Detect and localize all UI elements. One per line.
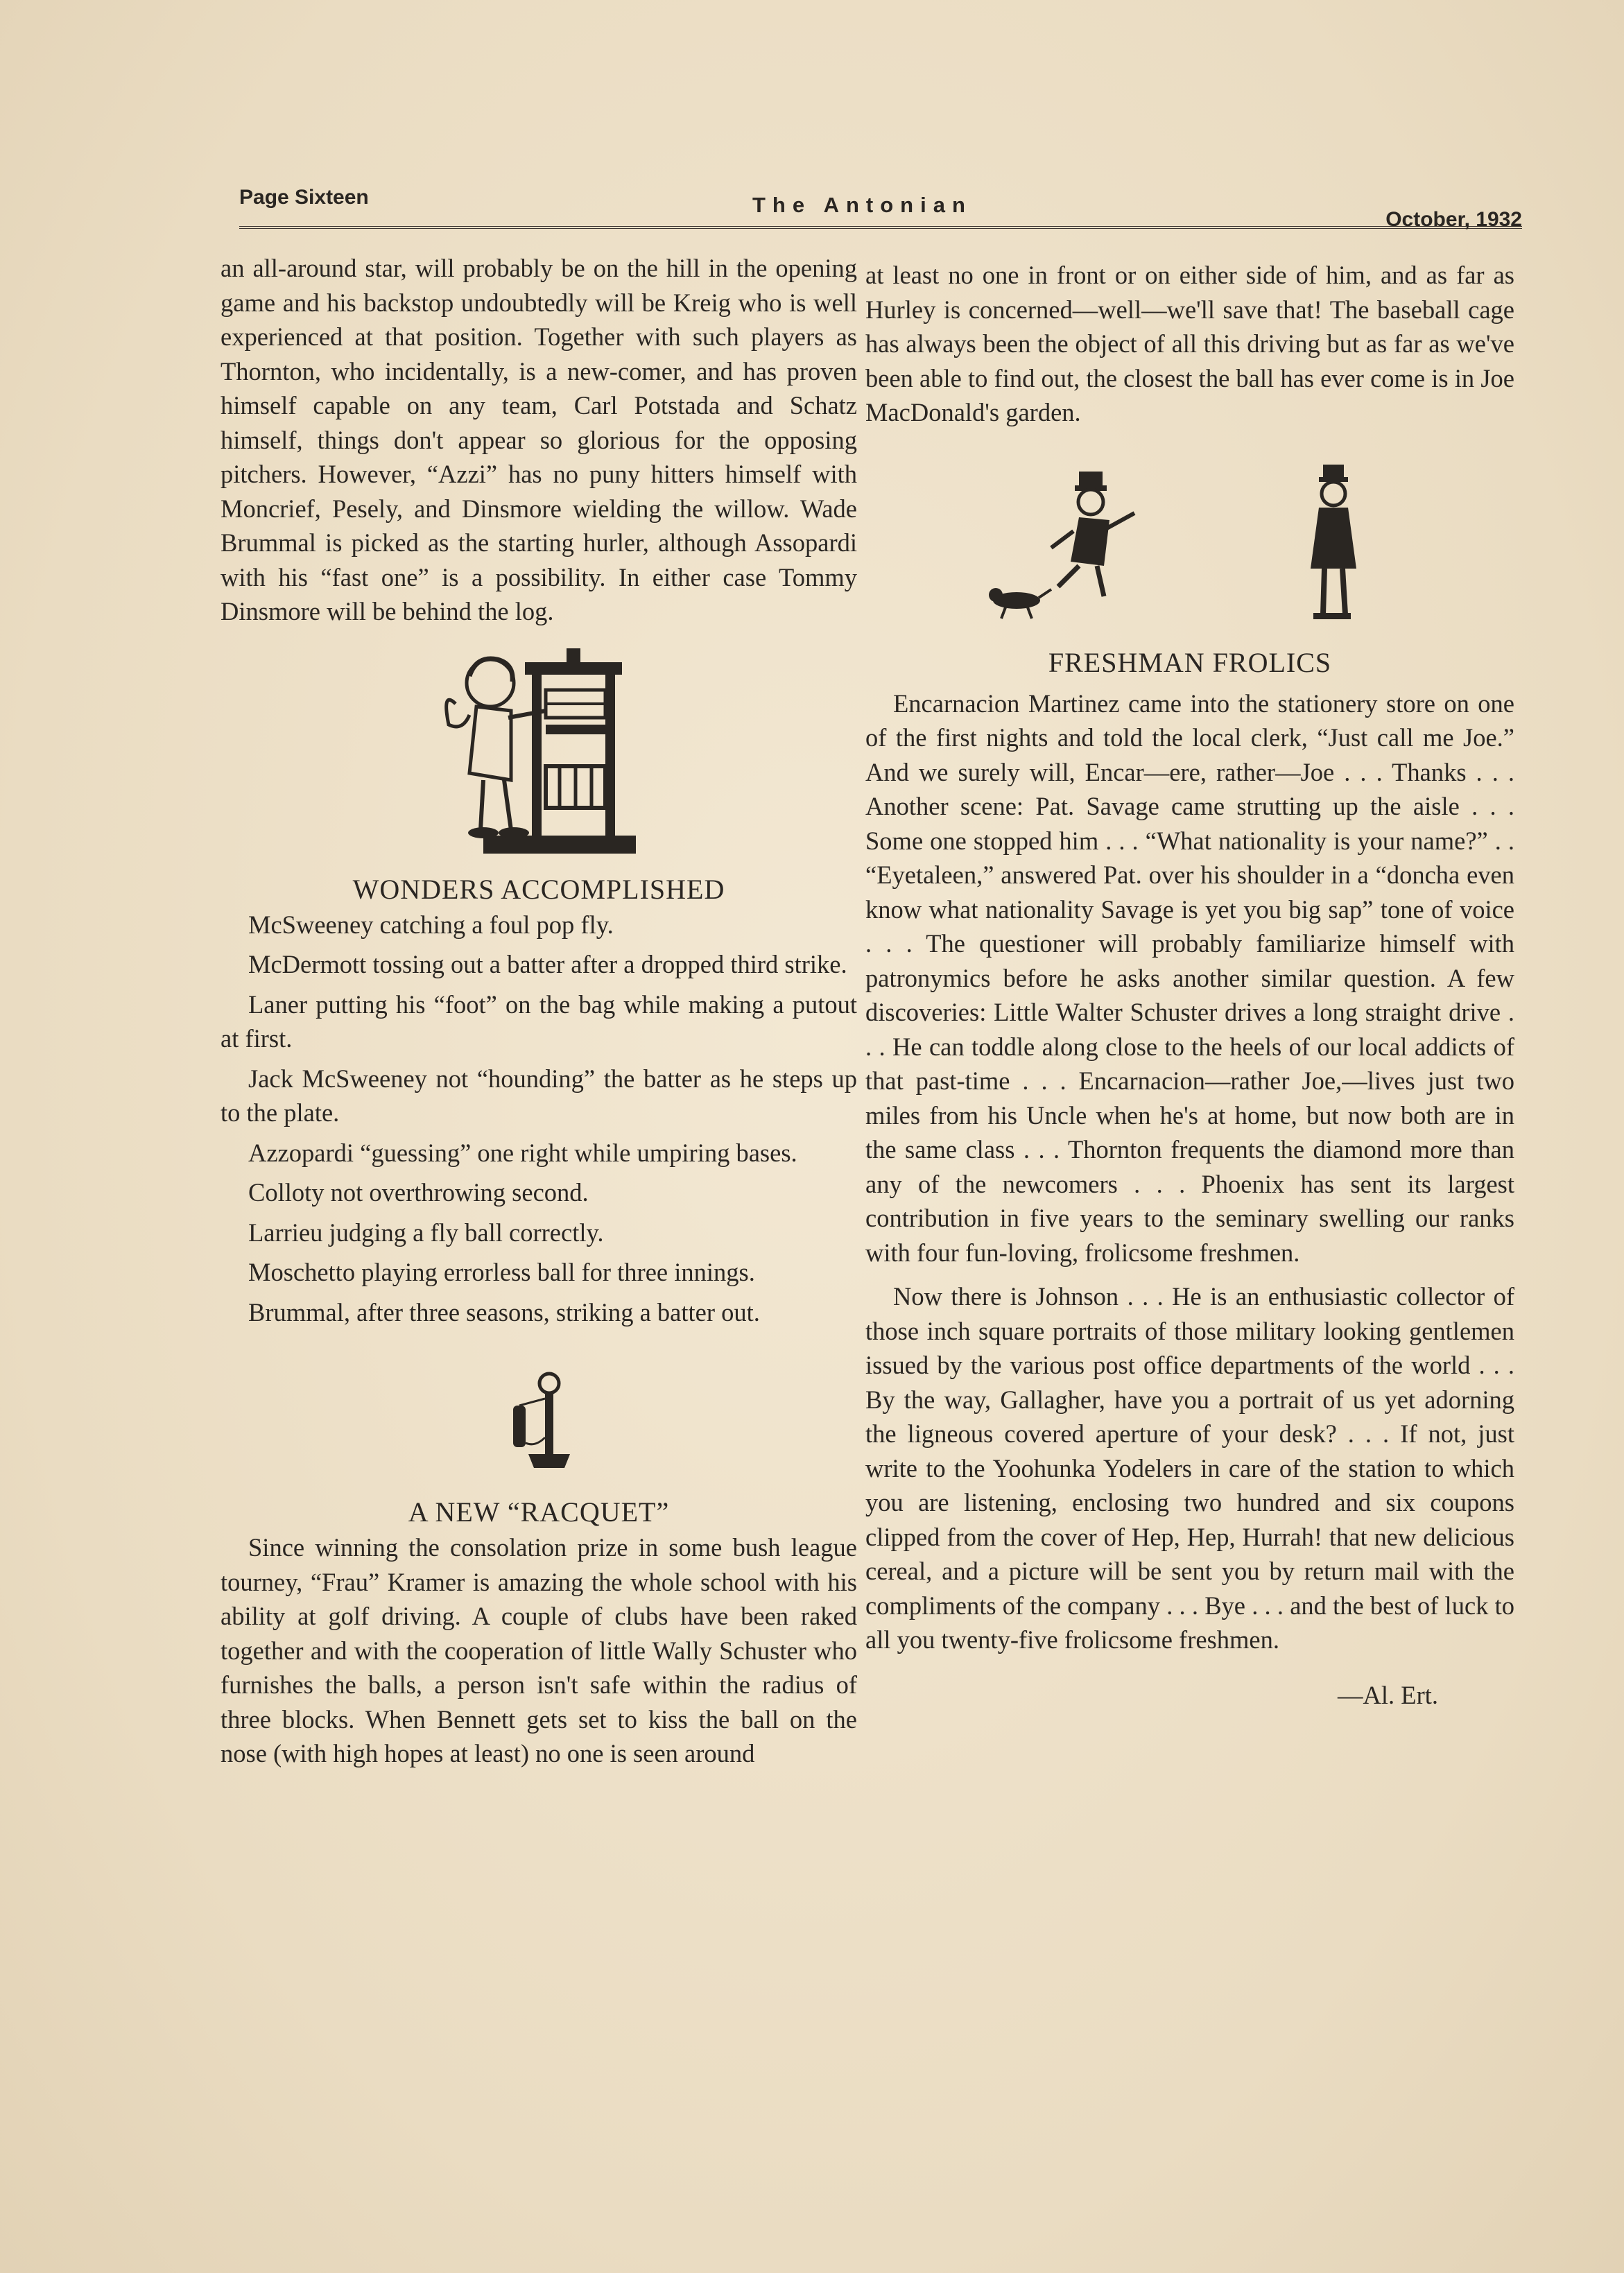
new-racquet-heading: A NEW “RACQUET” <box>408 1496 670 1528</box>
page-header <box>239 186 1522 229</box>
freshman-cartoon-figures-illustration <box>982 465 1398 624</box>
list-item: Larrieu judging a fly ball correctly. <box>248 1218 604 1247</box>
list-item: Brummal, after three seasons, striking a batter out. <box>248 1297 760 1326</box>
list-item: McSweeney catching a foul pop fly. <box>248 910 614 939</box>
author-signature: —Al. Ert. <box>1338 1680 1438 1709</box>
racquet-article-continuation: at least no one in front or on either side of him, and as far as Hurley is concerned—well—we'll save that! The baseball cage has always been the object of all this driving but as far as we've been able to find out, the closest the ball has ever come is in Joe MacDonald's garden. <box>865 261 1514 426</box>
right-column <box>865 258 1514 1712</box>
freshman-frolics-heading: FRESHMAN FROLICS <box>1048 646 1332 678</box>
candlestick-telephone-illustration <box>501 1371 577 1475</box>
list-item: Azzopardi “guessing” one right while umpiring bases. <box>248 1138 797 1167</box>
list-item: McDermott tossing out a batter after a dropped third strike. <box>248 950 847 978</box>
issue-date: October, 1932 <box>1385 208 1522 231</box>
wonders-accomplished-heading: WONDERS ACCOMPLISHED <box>352 873 725 905</box>
freshman-frolics-paragraph: Now there is Johnson . . . He is an enthusiastic collector of those inch square portraits of those military looking gentlemen issued by the various post office departments of the world . . . By the way, Gallagher, have you a portrait of us yet adorning the ligneous covered aperture of your desk? . . . If not, just write to the Yoohunka Yodelers in care of the station to which you are listening, enclosing two hundred and six coupons clipped from the cover of Hep, Hep, Hurrah! that new delicious cereal, and a picture will be sent you by return mail with the compliments of the company . . . Bye . . . and the best of luck to all you twenty-five frolicsome freshmen. <box>865 1282 1514 1654</box>
baseball-article-continuation: an all-around star, will probably be on the hill in the opening game and his backstop undoubtedly will be Kreig who is well experienced at that position. Together with such players as Thornton, who incidentally, is a new-comer, and has proven himself capable on any team, Carl Potstada and Schatz himself, things don't appear so glorious for the opposing pitchers. However, “Azzi” has no puny hitters himself with Moncrief, Pesely, and Dinsmore wielding the willow. Wade Brummal is picked as the starting hurler, although Assopardi with his “fast one” is a possibility. In either case Tommy Dinsmore will be behind the log. <box>221 254 857 625</box>
list-item: Laner putting his “foot” on the bag while making a putout at first. <box>221 989 857 1053</box>
publication-title: The Antonian <box>752 193 972 217</box>
page-number-label: Page Sixteen <box>239 186 369 209</box>
racquet-article-text: Since winning the consolation prize in some bush league tourney, “Frau” Kramer is amazing the whole school with his ability at golf driving. A couple of clubs have been raked together and with the cooperation of little Wally Schuster who furnishes the balls, a person isn't safe within the radius of three blocks. When Bennett gets set to kiss the ball on the nose (with high hopes at least) no one is seen around <box>221 1533 857 1768</box>
list-item: Moschetto playing errorless ball for three innings. <box>248 1258 755 1286</box>
list-item: Jack McSweeney not “hounding” the batter as he steps up to the plate. <box>221 1064 857 1127</box>
printing-press-cherub-illustration <box>442 648 636 856</box>
freshman-frolics-paragraph: Encarnacion Martinez came into the stationery store on one of the first nights and told the local clerk, “Just call me Joe.” And we surely will, Encar—ere, rather—Joe . . . Thanks . . . Another scene: Pat. Savage came strutting up the aisle . . . Some one stopped him . . . “What nationality is your name?” . . “Eyetaleen,” answered Pat. over his shoulder in a “doncha even know what nationality Savage is yet you big sap” tone of voice . . . The questioner will probably familiarize himself with patronymics before he asks another similar question. A few discoveries: Little Walter Schuster drives a long straight drive . . . He can toddle along close to the heels of our local addicts of that past-time . . . Encarnacion—rather Joe,—lives just two miles from his Uncle when he's at home, but now both are in the same class . . . Thornton frequents the diamond more than any of the newcomers . . . Phoenix has sent its largest contribution in five years to the seminary swelling our ranks with four fun-loving, frolicsome freshmen. <box>865 689 1514 1267</box>
left-column <box>221 251 857 1771</box>
list-item: Colloty not overthrowing second. <box>248 1178 589 1207</box>
